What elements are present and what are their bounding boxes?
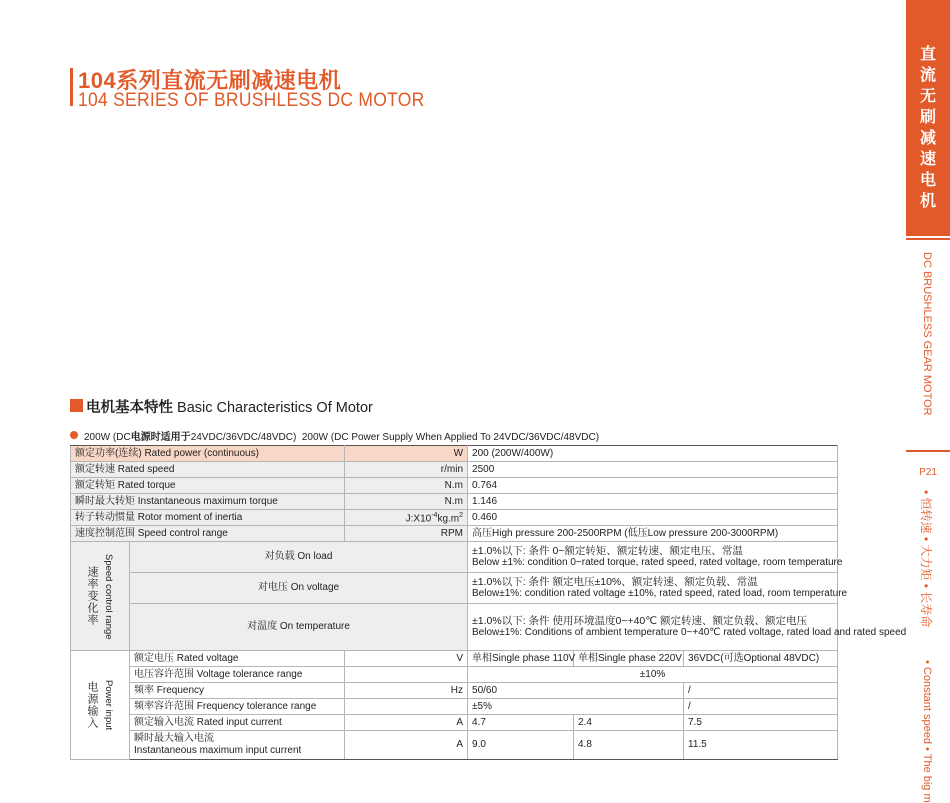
spec-value: 11.5 [684,731,838,760]
spec-value: 9.0 [468,731,574,760]
sidebar-title-char: 机 [919,193,936,210]
page-number: P21 [919,467,937,478]
sidebar-title-char: 直 [919,46,936,63]
spec-value [468,573,848,604]
spec-label: 额定输入电流 Rated input current [130,715,345,731]
title-accent-bar [70,68,73,106]
spec-value: 单相Single phase 110V [468,651,574,667]
sidebar-title-char: 速 [919,151,936,168]
sidebar-title-char: 减 [919,130,936,147]
group-label-en: Power input [103,680,114,731]
note-part-en: 200W (DC Power Supply When Applied To 24VDC/36VDC/48VDC) [301,432,600,443]
sidebar-divider-top [906,238,950,240]
table-row [71,604,838,651]
table-row [71,462,838,478]
value-line-cn: ±1.0%以下: 条件 使用环境温度0~+40℃ 额定转速、额定负载、额定电压 [472,615,807,628]
page-title-en: 104 SERIES OF BRUSHLESS DC MOTOR [78,90,425,111]
sidebar-title-cn [906,44,950,212]
group-label-cn: 电源输入 [86,681,98,730]
spec-value: / [684,699,838,715]
spec-label [130,731,345,760]
spec-label: 瞬时最大转矩 Instantaneous maximum torque [71,494,345,510]
spec-unit: V [345,651,468,667]
label-line-cn: 瞬时最大输入电流 [134,733,214,745]
note-part-a: 200W (DC [84,432,131,443]
spec-unit [345,699,468,715]
spec-label: 额定电压 Rated voltage [130,651,345,667]
sidebar-divider-bottom [906,450,950,452]
spec-value: 50/60 [468,683,684,699]
spec-unit: W [345,446,468,462]
spec-label: 速度控制范围 Speed control range [71,526,345,542]
spec-label: 转子转动惯量 Rotor moment of inertia [71,510,345,526]
spec-value: 高压High pressure 200-2500RPM (低压Low pressure 200-3000RPM) [468,526,838,542]
sidebar-title-block [906,0,950,236]
sidebar-slogan-cn: • 恒转速 • 大力矩 • 长寿命 [919,490,933,628]
sidebar-title-char: 电 [919,172,936,189]
section-title [86,396,373,417]
page-title-cn: 104系列直流无刷减速电机 [78,68,342,93]
spec-label: 频率容许范围 Frequency tolerance range [130,699,345,715]
spec-value: 2.4 [574,715,684,731]
spec-unit: N.m [345,494,468,510]
spec-label: 额定转速 Rated speed [71,462,345,478]
table-row [71,542,838,573]
table-row [71,478,838,494]
spec-value: ±10% [468,667,838,683]
note-part-b: 电源时适用于 [130,432,191,443]
value-line-cn: ±1.0%以下: 条件 0~额定转矩、额定转速、额定电压、常温 [472,545,743,558]
table-row [71,526,838,542]
sidebar-title-en: DC BRUSHLESS GEAR MOTOR [921,252,933,416]
table-row [71,699,838,715]
group-label-cn: 速率变化率 [86,566,98,627]
speed-change-group [71,542,130,651]
spec-unit: RPM [345,526,468,542]
spec-label: 对负载 On load [130,542,468,573]
table-row [71,494,838,510]
spec-value: 36VDC(可选Optional 48VDC) [684,651,838,667]
spec-label: 对电压 On voltage [130,573,468,604]
section-title-en: Basic Characteristics Of Motor [177,400,373,416]
power-supply-note [84,428,599,443]
spec-table [70,445,907,760]
table-row [71,573,838,604]
value-line-en: Below ±1%: condition 0~rated torque, rated speed, rated voltage, room temperature [472,557,843,569]
sidebar-title-char: 流 [919,67,936,84]
spec-unit [345,667,468,683]
spec-label: 电压容许范围 Voltage tolerance range [130,667,345,683]
sidebar-title-char: 刷 [919,109,936,126]
group-label-en: Speed control range [103,553,114,640]
value-line-en: Below±1%: Conditions of ambient temperature 0~+40℃ rated voltage, rated load and rated speed [472,627,907,639]
spec-unit: Hz [345,683,468,699]
spec-label: 额定功率(连续) Rated power (continuous) [71,446,345,462]
spec-value [468,604,907,651]
bullet-icon [70,431,78,439]
value-line-cn: ±1.0%以下: 条件 额定电压±10%、额定转速、额定负载、常温 [472,576,758,589]
spec-value: 单相Single phase 220V [574,651,684,667]
spec-value: 4.7 [468,715,574,731]
spec-value: 200 (200W/400W) [468,446,838,462]
spec-unit: A [345,731,468,760]
spec-unit [345,510,468,526]
sidebar-title-char: 无 [919,88,936,105]
unit-part: J:X10 [405,513,432,525]
power-input-group [71,651,130,760]
note-part-c: 24VDC/36VDC/48VDC) [190,432,297,443]
sidebar-slogan-en: • Constant speed • The big m [921,660,933,803]
spec-value: 4.8 [574,731,684,760]
spec-label: 额定转矩 Rated torque [71,478,345,494]
unit-sup: 2 [459,512,464,519]
table-row [71,651,838,667]
table-row [71,683,838,699]
spec-label: 对温度 On temperature [130,604,468,651]
spec-value: 0.764 [468,478,838,494]
table-row [71,510,838,526]
spec-unit: r/min [345,462,468,478]
unit-part: kg.m [437,513,460,525]
table-row [71,715,838,731]
spec-value: ±5% [468,699,684,715]
label-line-en: Instantaneous maximum input current [134,745,302,757]
section-title-cn: 电机基本特性 [86,400,173,416]
spec-value: 1.146 [468,494,838,510]
spec-value: 7.5 [684,715,838,731]
table-row [71,667,838,683]
spec-value: / [684,683,838,699]
unit-sup: -4 [431,512,438,519]
table-row [71,731,838,760]
spec-value [468,542,843,573]
section-square-icon [70,399,83,412]
table-row [71,446,838,462]
spec-value: 2500 [468,462,838,478]
spec-value: 0.460 [468,510,838,526]
spec-unit: N.m [345,478,468,494]
spec-unit: A [345,715,468,731]
value-line-en: Below±1%: condition rated voltage ±10%, rated speed, rated load, room temperature [472,588,848,600]
spec-label: 频率 Frequency [130,683,345,699]
